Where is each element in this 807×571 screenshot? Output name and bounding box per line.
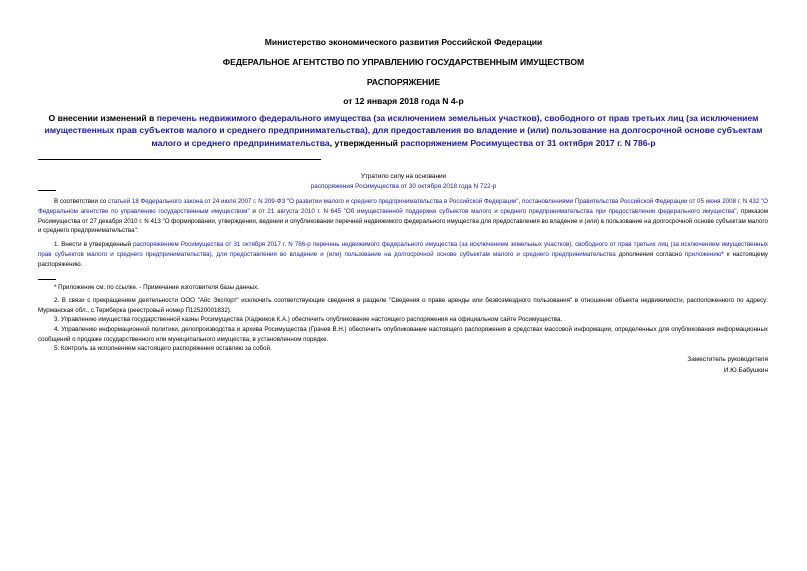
footnote: * Приложение см. по ссылке. - Примечание изготовителя базы данных. [54,284,259,291]
title-link-order[interactable]: распоряжением Росимущества от 31 октября 2017 г. N 786-р [400,137,656,148]
paragraph-1 [38,240,768,269]
expired-text: Утратило силу на основании [360,173,447,180]
signer-title: Заместитель руководителя [687,356,768,363]
preamble-text-3: и [249,207,259,215]
paragraph-3: 3. Управлению имущества государственной казны Росимущества (Хаджиков К.А.) обеспечить опубликование настоящего распоряжения на официальном сайте Росимущества. [54,316,563,323]
preamble-text-2: , [518,198,523,205]
footnote-divider [38,279,56,280]
preamble-text-4: , приказом Росимущества от 27 декабря 2010 г. N 413 "О формировании, утверждении, ведении и опубликовании перечней недвижимого федерального имущества для предоставления во владение и (или) в пользование на долгосрочной основе субъектам малого и среднего предпринимательства": [38,207,768,235]
notice-divider [38,190,56,191]
para1-text-2: дополнения согласно [615,250,685,258]
agency-name: ФЕДЕРАЛЬНОЕ АГЕНТСТВО ПО УПРАВЛЕНИЮ ГОСУДАРСТВЕННЫМ ИМУЩЕСТВОМ [222,57,585,67]
appendix-link[interactable]: приложению [684,250,722,258]
law-link[interactable]: статьей 18 Федерального закона от 24 июля 2007 г. N 209-ФЗ "О развитии малого и среднего предпринимательства в Российской Федерации" [108,198,519,205]
paragraph-5: 5. Контроль за исполнением настоящего распоряжения оставляю за собой. [54,345,272,352]
expired-link[interactable]: распоряжения Росимущества от 30 октября 2018 года N 722-р [310,182,497,190]
document-date: от 12 января 2018 года N 4-р [343,96,464,106]
title-link-list[interactable]: перечень недвижимого федерального имущества (за исключением земельных участков), свободного от прав третьих лиц (за исключением имущественных прав субъектов малого и среднего предпринимательства), для предоставления во владение и (или) пользование на долгосрочной основе субъектам малого и среднего предпринимательства [44,113,763,148]
title-text-1: О внесении изменений в [48,113,157,123]
preamble-text-1: В соответствии со [54,198,109,205]
title-text-2: , утвержденный [329,137,401,148]
expired-notice [0,172,807,191]
para1-order-link[interactable]: распоряжением Росимущества от 31 октября 2017 г. N 786-р перечень недвижимого федерального имущества (за исключением земельных участков), свободного от прав третьих лиц (за исключением имущественных прав субъектов малого и среднего предпринимательства), для предоставления во владение и (или) пользование на долгосрочной основе субъектам малого и среднего предпринимательства [38,241,768,258]
paragraph-4: 4. Управлению информационной политики, делопроизводства и архива Росимущества (Грачев В.Н.) обеспечить опубликование настоящего распоряжения в средствах массовой информации, определенных для опубликования информационных сообщений о продаже государственного или муниципального имущества, в установленном порядке. [38,326,768,343]
ministry-name: Министерство экономического развития Российской Федерации [264,37,543,47]
para1-text-1: 1. Внести в утвержденный [54,241,134,248]
para1-text-3: * к настоящему распоряжению. [38,250,768,268]
decree-link-1[interactable]: постановлениями Правительства Российской Федерации от 05 июня 2008 г. N 432 "О Федеральном агентстве по управлению государственным имуществом" [38,198,768,215]
document-title [30,112,777,149]
signer-name: И.Ю.Бабушкин [723,367,768,374]
preamble-paragraph [38,197,768,236]
document-type: РАСПОРЯЖЕНИЕ [366,77,441,87]
paragraph-2: 2. В связи с прекращением деятельности ООО "Айс Экспорт" исключить соответствующие сведения в разделе "Сведения о праве аренды или безвозмездного пользования" в отношении объекта недвижимости, расположенного по адресу: Мурманская обл., с.Териберка (реестровый номер П12520001832). [38,297,768,314]
title-divider [38,159,321,160]
decree-link-2[interactable]: от 21 августа 2010 г. N 645 "Об имущественной поддержке субъектов малого и среднего предпринимательства при предоставлении федерального имущества" [258,207,737,215]
